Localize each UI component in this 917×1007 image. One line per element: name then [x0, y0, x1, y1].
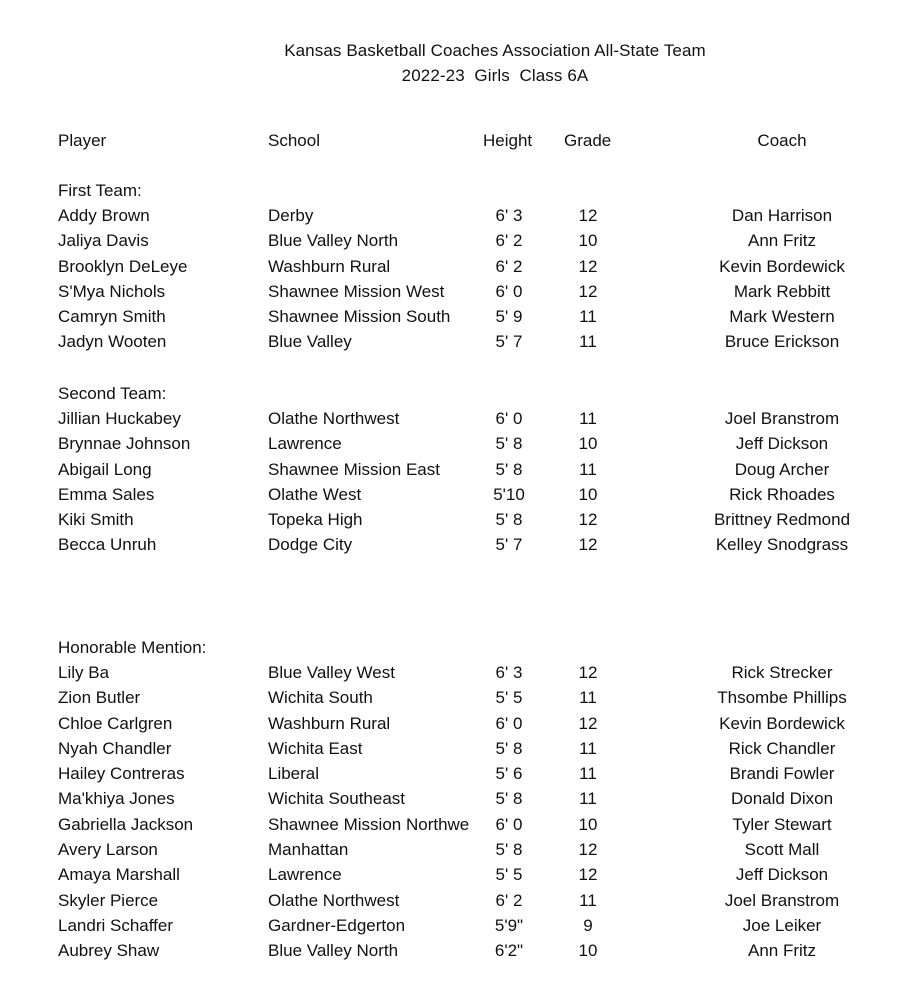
cell-school: Olathe Northwest [268, 409, 400, 428]
cell-school: Shawnee Mission Northwe [268, 814, 470, 834]
cell-grade: 11 [579, 332, 597, 352]
cell-player: Landri Schaffer [58, 915, 173, 935]
table-row [0, 282, 917, 307]
cell-height: 6' 2 [495, 890, 523, 910]
cell-grade: 11 [579, 409, 597, 428]
cell-grade: 12 [578, 535, 598, 555]
column-header-grade: Grade [564, 131, 612, 150]
cell-school: Dodge City [268, 535, 353, 555]
table-row [0, 510, 917, 535]
cell-school: Shawnee Mission South [268, 307, 451, 327]
cell-height: 5' 8 [495, 459, 523, 479]
table-row [0, 739, 917, 764]
table-row [0, 307, 917, 332]
cell-coach: Thsombe Phillips [717, 688, 847, 708]
cell-height: 5' 5 [495, 865, 523, 885]
cell-school: Shawnee Mission West [268, 281, 445, 301]
cell-player: Nyah Chandler [58, 738, 172, 758]
cell-player: Addy Brown [58, 206, 150, 225]
column-header-player: Player [58, 131, 107, 150]
section-label: Honorable Mention: [58, 638, 207, 657]
cell-height: 6' 3 [495, 663, 523, 682]
cell-player: Emma Sales [58, 484, 155, 504]
cell-coach: Kevin Bordewick [719, 713, 845, 733]
cell-grade: 10 [578, 484, 598, 504]
cell-grade: 10 [578, 231, 598, 251]
cell-coach: Rick Rhoades [729, 484, 835, 504]
cell-coach: Tyler Stewart [732, 814, 832, 834]
column-header-coach: Coach [757, 131, 807, 150]
cell-coach: Rick Chandler [728, 738, 836, 758]
cell-height: 5' 6 [495, 764, 523, 784]
cell-grade: 12 [578, 510, 598, 530]
cell-coach: Mark Rebbitt [733, 281, 831, 301]
cell-player: Ma'khiya Jones [58, 789, 175, 809]
table-row [0, 409, 917, 434]
table-row [0, 840, 917, 865]
cell-grade: 11 [579, 459, 597, 479]
cell-player: Amaya Marshall [58, 865, 180, 885]
cell-grade: 11 [579, 764, 597, 784]
cell-school: Wichita Southeast [268, 789, 406, 809]
cell-school: Topeka High [268, 510, 363, 530]
table-row [0, 663, 917, 688]
cell-player: Jaliya Davis [58, 231, 149, 251]
cell-coach: Rick Strecker [731, 663, 833, 682]
cell-grade: 10 [578, 434, 598, 454]
cell-player: Kiki Smith [58, 510, 134, 530]
cell-player: Brynnae Johnson [58, 434, 191, 454]
cell-grade: 12 [578, 865, 598, 885]
table-row [0, 485, 917, 510]
section-rows [0, 206, 917, 358]
cell-grade: 10 [578, 814, 598, 834]
cell-player: Jillian Huckabey [58, 409, 181, 428]
cell-grade: 12 [578, 206, 598, 225]
cell-grade: 10 [578, 941, 598, 961]
cell-grade: 12 [578, 840, 598, 860]
table-row [0, 764, 917, 789]
section-rows [0, 409, 917, 561]
table-row [0, 434, 917, 459]
cell-coach: Kelley Snodgrass [715, 535, 849, 555]
document-subtitle: 2022-23 Girls Class 6A [401, 66, 589, 85]
cell-coach: Ann Fritz [747, 231, 817, 251]
cell-school: Shawnee Mission East [268, 459, 440, 479]
cell-coach: Doug Archer [734, 459, 830, 479]
cell-player: Zion Butler [58, 688, 141, 708]
table-row [0, 714, 917, 739]
cell-school: Blue Valley North [268, 231, 399, 251]
section-label: Second Team: [58, 384, 167, 403]
cell-grade: 12 [578, 281, 598, 301]
cell-coach: Joe Leiker [742, 915, 822, 935]
cell-height: 5' 8 [495, 510, 523, 530]
column-header-height: Height [483, 131, 533, 150]
cell-player: Avery Larson [58, 840, 158, 860]
cell-coach: Dan Harrison [731, 206, 833, 225]
cell-player: Abigail Long [58, 459, 152, 479]
column-header-school: School [268, 131, 320, 150]
cell-player: Chloe Carlgren [58, 713, 173, 733]
cell-grade: 9 [583, 915, 593, 935]
cell-grade: 11 [579, 688, 597, 708]
cell-school: Liberal [268, 764, 320, 784]
cell-coach: Kevin Bordewick [719, 256, 845, 276]
cell-coach: Donald Dixon [730, 789, 834, 809]
cell-school: Manhattan [268, 840, 349, 860]
cell-coach: Joel Branstrom [724, 409, 840, 428]
cell-height: 6' 3 [495, 206, 523, 225]
cell-player: Skyler Pierce [58, 890, 159, 910]
cell-school: Wichita South [268, 688, 373, 708]
table-row [0, 535, 917, 560]
cell-height: 5' 5 [495, 688, 523, 708]
cell-height: 5' 8 [495, 840, 523, 860]
cell-grade: 11 [579, 789, 597, 809]
cell-school: Washburn Rural [268, 256, 391, 276]
cell-player: Hailey Contreras [58, 764, 185, 784]
cell-player: S'Mya Nichols [58, 281, 166, 301]
table-row [0, 460, 917, 485]
cell-height: 6' 0 [495, 409, 523, 428]
table-row [0, 815, 917, 840]
table-row [0, 206, 917, 231]
cell-coach: Jeff Dickson [735, 865, 829, 885]
cell-coach: Jeff Dickson [735, 434, 829, 454]
cell-school: Washburn Rural [268, 713, 391, 733]
cell-player: Jadyn Wooten [58, 332, 167, 352]
table-row [0, 688, 917, 713]
table-row [0, 865, 917, 890]
cell-player: Gabriella Jackson [58, 814, 194, 834]
cell-coach: Brandi Fowler [729, 764, 835, 784]
cell-coach: Bruce Erickson [724, 332, 840, 352]
cell-coach: Joel Branstrom [724, 890, 840, 910]
cell-school: Blue Valley North [268, 941, 399, 961]
table-row [0, 916, 917, 941]
cell-player: Brooklyn DeLeye [58, 256, 188, 276]
section-label: First Team: [58, 181, 142, 200]
cell-grade: 12 [578, 256, 598, 276]
document-title: Kansas Basketball Coaches Association All-State Team [284, 41, 706, 60]
cell-height: 5' 7 [495, 332, 523, 352]
cell-height: 5'10 [493, 484, 525, 504]
cell-coach: Ann Fritz [747, 941, 817, 961]
cell-height: 6' 0 [495, 713, 523, 733]
cell-school: Derby [268, 206, 314, 225]
cell-player: Camryn Smith [58, 307, 166, 327]
table-row [0, 891, 917, 916]
cell-player: Lily Ba [58, 663, 110, 682]
cell-school: Blue Valley [268, 332, 352, 352]
cell-school: Olathe West [268, 484, 362, 504]
cell-coach: Brittney Redmond [713, 510, 851, 530]
cell-grade: 12 [578, 663, 598, 682]
cell-height: 6' 2 [495, 256, 523, 276]
cell-school: Gardner-Edgerton [268, 915, 406, 935]
cell-school: Blue Valley West [268, 663, 395, 682]
cell-grade: 11 [579, 738, 597, 758]
cell-height: 6' 0 [495, 814, 523, 834]
cell-coach: Scott Mall [744, 840, 820, 860]
table-row [0, 231, 917, 256]
cell-height: 5' 8 [495, 789, 523, 809]
cell-height: 5' 7 [495, 535, 523, 555]
cell-height: 5' 8 [495, 434, 523, 454]
cell-grade: 11 [579, 307, 597, 327]
cell-height: 5' 9 [495, 307, 523, 327]
cell-school: Lawrence [268, 865, 342, 885]
cell-height: 6' 2 [495, 231, 523, 251]
cell-player: Aubrey Shaw [58, 941, 160, 961]
table-row [0, 332, 917, 357]
cell-school: Olathe Northwest [268, 890, 400, 910]
section-rows [0, 663, 917, 967]
cell-height: 5' 8 [495, 738, 523, 758]
cell-height: 5'9" [494, 915, 524, 935]
cell-grade: 12 [578, 713, 598, 733]
cell-school: Wichita East [268, 738, 363, 758]
cell-grade: 11 [579, 890, 597, 910]
table-row [0, 941, 917, 966]
table-row [0, 789, 917, 814]
cell-school: Lawrence [268, 434, 342, 454]
table-row [0, 257, 917, 282]
cell-player: Becca Unruh [58, 535, 157, 555]
cell-height: 6' 0 [495, 281, 523, 301]
cell-height: 6'2" [494, 941, 524, 961]
cell-coach: Mark Western [729, 307, 835, 327]
